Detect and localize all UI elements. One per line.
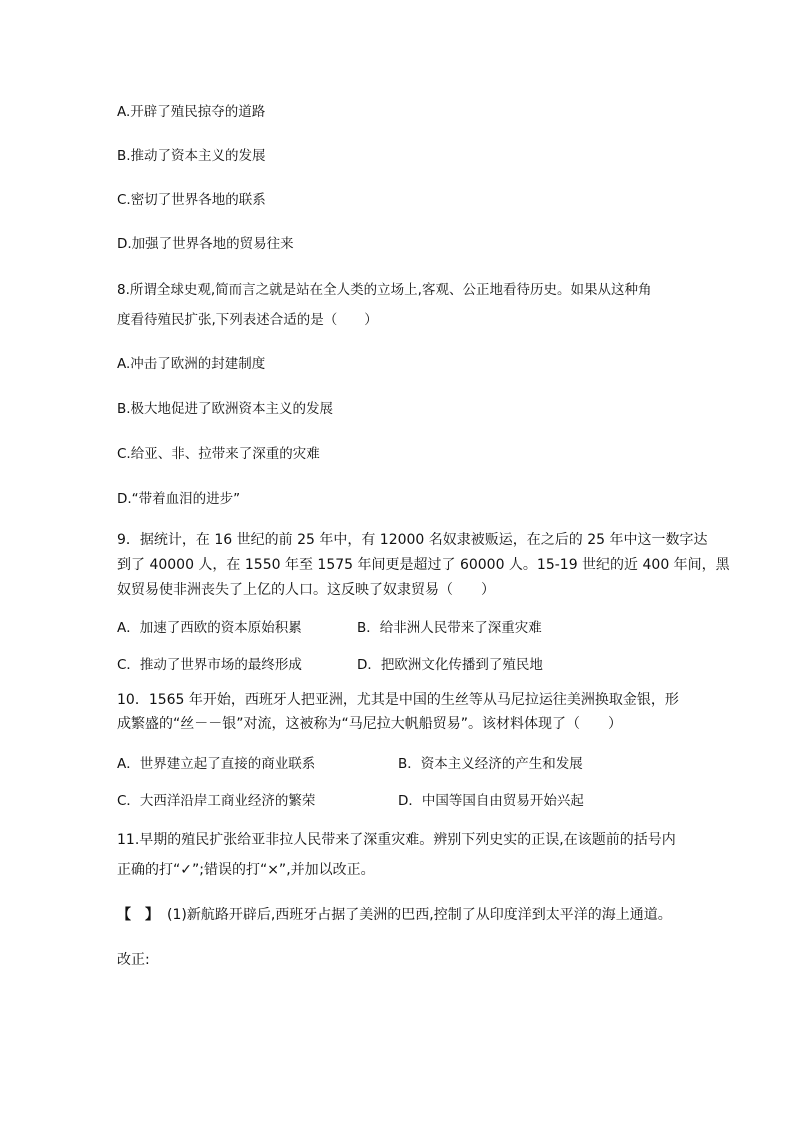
q10-option-c: C．大西洋沿岸工商业经济的繁荣 xyxy=(117,793,316,809)
q10-option-b: B．资本主义经济的产生和发展 xyxy=(398,756,583,772)
q7-option-c: C.密切了世界各地的联系 xyxy=(117,192,266,208)
q10-stem-line-2: 成繁盛的“丝－－银”对流，这被称为“马尼拉大帆船贸易”。该材料体现了（ ） xyxy=(117,716,623,732)
q7-option-b: B.推动了资本主义的发展 xyxy=(117,148,266,164)
q9-option-a: A．加速了西欧的资本原始积累 xyxy=(117,620,302,636)
q8-option-a: A.冲击了欧洲的封建制度 xyxy=(117,356,266,372)
q9-option-c: C．推动了世界市场的最终形成 xyxy=(117,657,302,673)
q9-option-d: D．把欧洲文化传播到了殖民地 xyxy=(357,657,543,673)
answer-bracket: 【 】 xyxy=(117,907,159,923)
q8-stem-line-2: 度看待殖民扩张,下列表述合适的是（ ） xyxy=(117,312,378,328)
q10-option-d: D．中国等国自由贸易开始兴起 xyxy=(398,793,584,809)
q8-option-c: C.给亚、非、拉带来了深重的灾难 xyxy=(117,446,320,462)
q8-stem-line-1: 8.所谓全球史观,简而言之就是站在全人类的立场上,客观、公正地看待历史。如果从这种角 xyxy=(117,282,652,298)
correction-label: 改正: xyxy=(117,952,150,968)
q9-option-b: B．给非洲人民带来了深重灾难 xyxy=(357,620,542,636)
q9-stem-line-3: 奴贸易使非洲丧失了上亿的人口。这反映了奴隶贸易（ ） xyxy=(117,582,495,598)
q7-option-d: D.加强了世界各地的贸易往来 xyxy=(117,236,294,252)
q11-stem-line-1: 11.早期的殖民扩张给亚非拉人民带来了深重灾难。辨别下列史实的正误,在该题前的括号内 xyxy=(117,832,676,848)
q10-stem-line-1: 10．1565 年开始，西班牙人把亚洲，尤其是中国的生丝等从马尼拉运往美洲换取金银，形 xyxy=(117,692,679,708)
q7-option-a: A.开辟了殖民掠夺的道路 xyxy=(117,104,266,120)
q9-stem-line-1: 9．据统计，在 16 世纪的前 25 年中，有 12000 名奴隶被贩运，在之后的 25 年中这一数字达 xyxy=(117,532,708,548)
q10-option-a: A．世界建立起了直接的商业联系 xyxy=(117,756,316,772)
q11-stem-line-2: 正确的打“✓”;错误的打“×”,并加以改正。 xyxy=(117,862,375,878)
q8-option-d: D.“带着血泪的进步” xyxy=(117,491,241,507)
q8-option-b: B.极大地促进了欧洲资本主义的发展 xyxy=(117,401,334,417)
q9-stem-line-2: 到了 40000 人，在 1550 年至 1575 年间更是超过了 60000 人。15-19 世纪的近 400 年间，黑 xyxy=(117,557,730,573)
q11-item-1-text: (1)新航路开辟后,西班牙占据了美洲的巴西,控制了从印度洋到太平洋的海上通道。 xyxy=(167,907,672,923)
q11-item-1 xyxy=(117,905,672,925)
